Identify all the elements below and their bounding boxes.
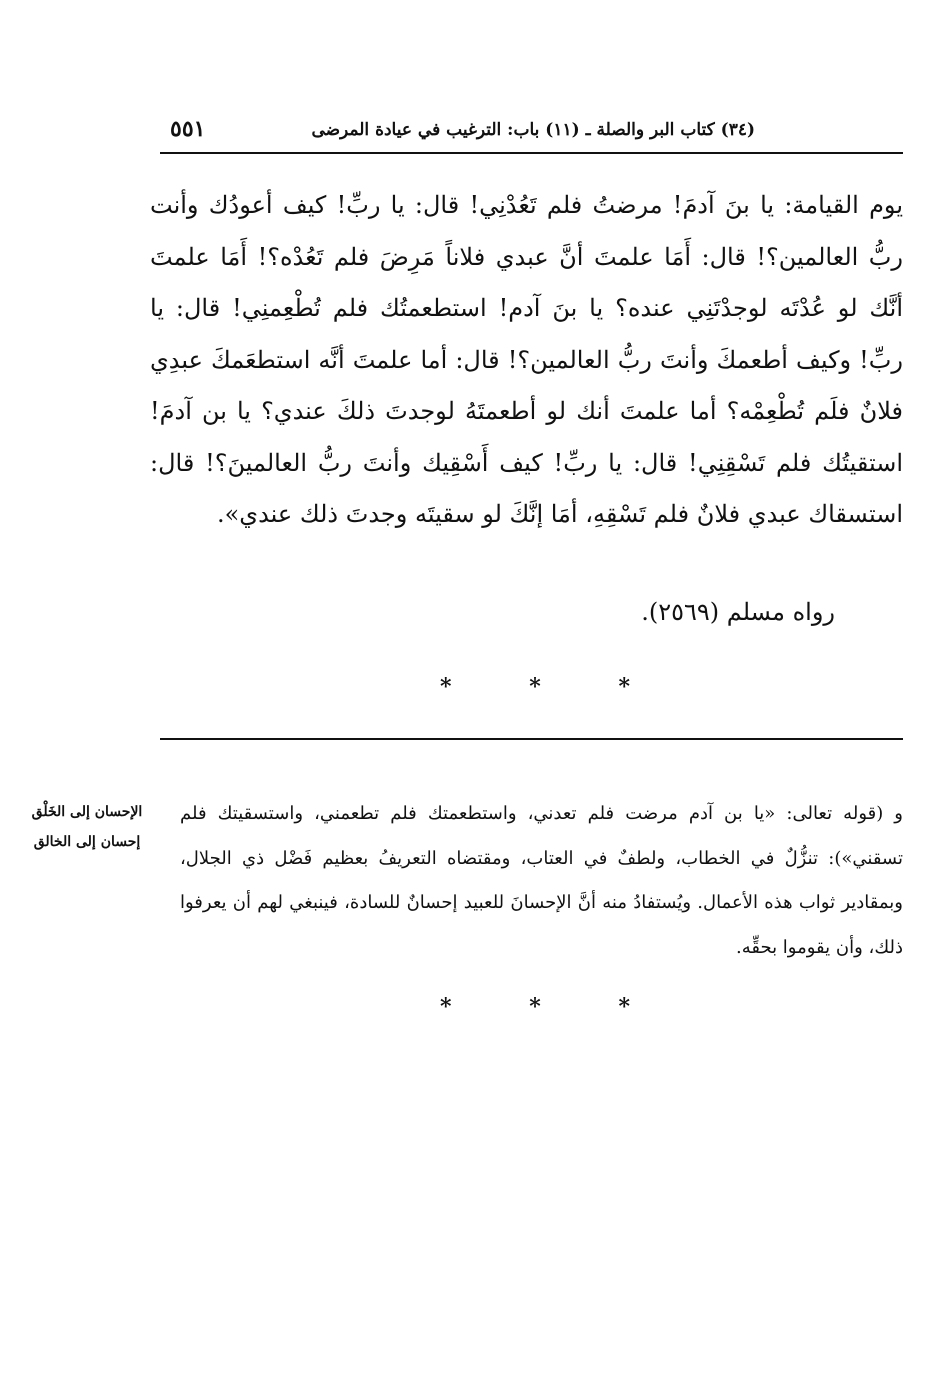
- page-header: [160, 112, 903, 154]
- separator-star: *: [529, 674, 541, 700]
- footnote-divider: [160, 738, 903, 740]
- running-title: (٣٤) كتاب البر والصلة ـ (١١) باب: الترغيب في عيادة المرضى: [311, 120, 755, 140]
- section-separator-bottom: [440, 996, 630, 1018]
- page-number: ٥٥١: [170, 116, 206, 142]
- margin-heading: الإحسان إلى الخَلْق إحسان إلى الخالق: [31, 804, 143, 850]
- separator-star: *: [618, 994, 630, 1020]
- separator-star: *: [618, 674, 630, 700]
- section-separator-top: [440, 676, 630, 698]
- separator-star: *: [440, 994, 452, 1020]
- hadith-paragraph: يوم القيامة: يا بنَ آدمَ! مرضتُ فلم تَعُدْنِي! قال: يا ربِّ! كيف أعودُك وأنت ربُّ العالمين؟! قال: أَمَا علمتَ أنَّ عبدي فلاناً مَرِضَ فلم تَعُدْه؟! أَمَا علمتَ أنَّك لو عُدْتَه لوجدْتَنِي عنده؟ يا بنَ آدم! استطعمتُك فلم تُطْعِمنِي! قال: يا ربِّ! وكيف أطعمكَ وأنتَ ربُّ العالمين؟! قال: أما علمتَ أنَّه استطعَمكَ عبدِي فلانٌ فلَم تُطْعِمْه؟ أما علمتَ أنك لو أطعمتَهُ لوجدتَ ذلكَ عندي؟ يا بن آدمَ! استقيتُك فلم تَسْقِنِي! قال: يا ربِّ! كيف أَسْقِيك وأنتَ ربُّ العالمينَ؟! قال: استسقاك عبدي فلانٌ فلم تَسْقِهِ، أمَا إنَّكَ لو سقيتَه وجدتَ ذلك عندي».: [150, 191, 904, 528]
- separator-star: *: [440, 674, 452, 700]
- commentary-paragraph: و (قوله تعالى: «يا بن آدم مرضت فلم تعدني، واستطعمتك فلم تطعمني، واستسقيتك فلم تسقني»): تنزُّلٌ في الخطاب، ولطفٌ في العتاب، ومقتضاه التعريفُ بعظيم فَضْل ذي الجلال، وبمقادير ثواب هذه الأعمال. ويُستفادُ منه أنَّ الإحسانَ للعبيد إحسانٌ للسادة، فينبغي لهم أن يعرفوا ذلك، وأن يقوموا بحقِّه.: [180, 803, 903, 958]
- commentary-text: [180, 792, 903, 970]
- separator-star: *: [529, 994, 541, 1020]
- hadith-source: رواه مسلم (٢٥٦٩).: [641, 598, 835, 626]
- hadith-text: [150, 180, 903, 541]
